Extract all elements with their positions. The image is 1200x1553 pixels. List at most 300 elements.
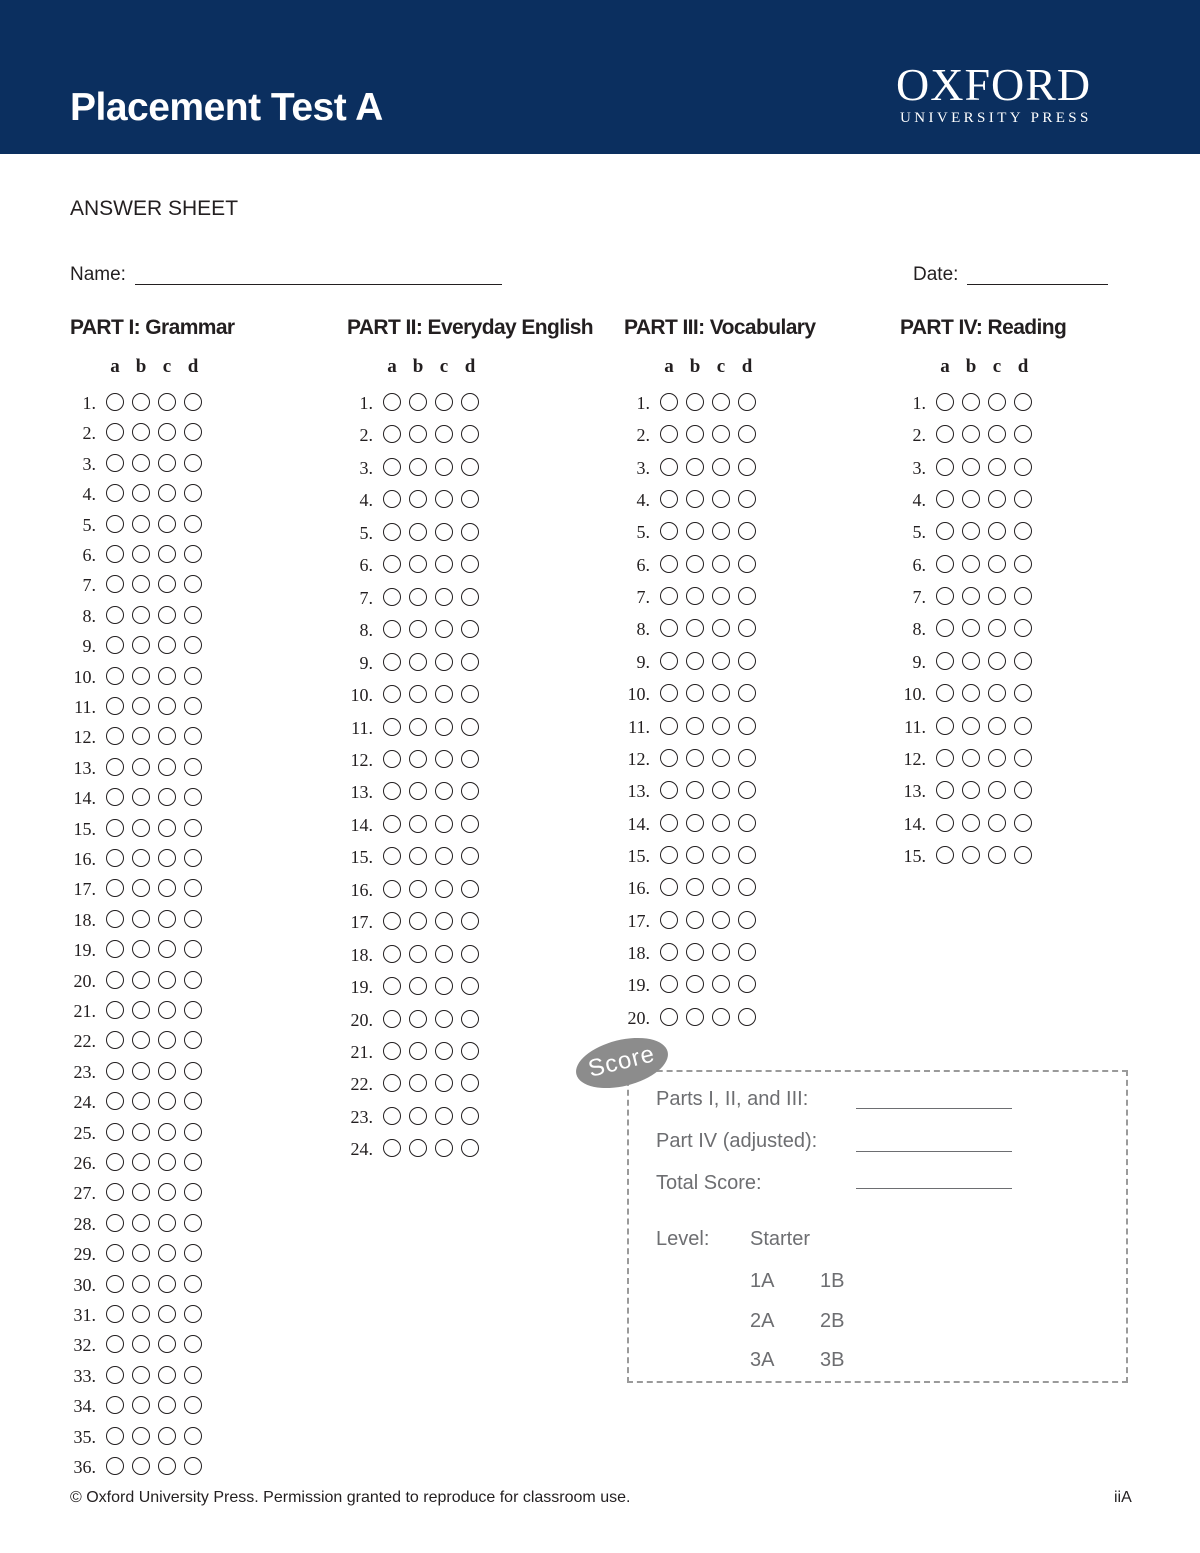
answer-bubble-b[interactable] — [132, 545, 150, 563]
answer-bubble-b[interactable] — [132, 1427, 150, 1445]
answer-bubble-a[interactable] — [106, 1153, 124, 1171]
answer-bubble-b[interactable] — [409, 653, 427, 671]
answer-bubble-c[interactable] — [988, 717, 1006, 735]
answer-bubble-c[interactable] — [435, 815, 453, 833]
answer-bubble-b[interactable] — [962, 490, 980, 508]
answer-bubble-c[interactable] — [988, 490, 1006, 508]
answer-bubble-d[interactable] — [738, 490, 756, 508]
answer-bubble-d[interactable] — [1014, 814, 1032, 832]
answer-bubble-a[interactable] — [660, 1008, 678, 1026]
answer-bubble-b[interactable] — [132, 1457, 150, 1475]
answer-bubble-a[interactable] — [660, 458, 678, 476]
answer-bubble-a[interactable] — [383, 718, 401, 736]
answer-bubble-b[interactable] — [962, 393, 980, 411]
answer-bubble-c[interactable] — [988, 555, 1006, 573]
answer-bubble-b[interactable] — [686, 943, 704, 961]
answer-bubble-d[interactable] — [184, 879, 202, 897]
answer-bubble-b[interactable] — [132, 788, 150, 806]
answer-bubble-d[interactable] — [461, 718, 479, 736]
answer-bubble-b[interactable] — [686, 587, 704, 605]
level-option[interactable]: 1A — [750, 1270, 775, 1292]
answer-bubble-b[interactable] — [686, 393, 704, 411]
answer-bubble-b[interactable] — [409, 588, 427, 606]
answer-bubble-d[interactable] — [461, 880, 479, 898]
answer-bubble-d[interactable] — [184, 1001, 202, 1019]
answer-bubble-c[interactable] — [435, 588, 453, 606]
answer-bubble-a[interactable] — [106, 1244, 124, 1262]
answer-bubble-c[interactable] — [435, 523, 453, 541]
answer-bubble-a[interactable] — [383, 490, 401, 508]
answer-bubble-b[interactable] — [132, 454, 150, 472]
answer-bubble-c[interactable] — [435, 555, 453, 573]
answer-bubble-c[interactable] — [712, 587, 730, 605]
answer-bubble-a[interactable] — [660, 943, 678, 961]
answer-bubble-b[interactable] — [962, 684, 980, 702]
answer-bubble-d[interactable] — [184, 940, 202, 958]
answer-bubble-c[interactable] — [988, 587, 1006, 605]
answer-bubble-a[interactable] — [106, 727, 124, 745]
answer-bubble-b[interactable] — [962, 619, 980, 637]
answer-bubble-b[interactable] — [132, 849, 150, 867]
answer-bubble-c[interactable] — [158, 1427, 176, 1445]
answer-bubble-c[interactable] — [988, 522, 1006, 540]
level-option[interactable]: Starter — [750, 1228, 811, 1250]
answer-bubble-d[interactable] — [184, 636, 202, 654]
answer-bubble-d[interactable] — [1014, 587, 1032, 605]
answer-bubble-d[interactable] — [1014, 425, 1032, 443]
answer-bubble-d[interactable] — [184, 1153, 202, 1171]
answer-bubble-c[interactable] — [712, 911, 730, 929]
answer-bubble-a[interactable] — [936, 652, 954, 670]
answer-bubble-d[interactable] — [738, 781, 756, 799]
answer-bubble-c[interactable] — [158, 940, 176, 958]
answer-bubble-c[interactable] — [158, 1366, 176, 1384]
answer-bubble-a[interactable] — [383, 620, 401, 638]
answer-bubble-c[interactable] — [158, 1062, 176, 1080]
answer-bubble-a[interactable] — [383, 1107, 401, 1125]
answer-bubble-b[interactable] — [409, 945, 427, 963]
answer-bubble-b[interactable] — [132, 484, 150, 502]
answer-bubble-c[interactable] — [712, 652, 730, 670]
answer-bubble-a[interactable] — [106, 1335, 124, 1353]
answer-bubble-a[interactable] — [106, 940, 124, 958]
answer-bubble-c[interactable] — [435, 1042, 453, 1060]
answer-bubble-b[interactable] — [686, 781, 704, 799]
answer-bubble-b[interactable] — [132, 697, 150, 715]
answer-bubble-d[interactable] — [738, 522, 756, 540]
answer-bubble-b[interactable] — [132, 1153, 150, 1171]
answer-bubble-d[interactable] — [184, 1183, 202, 1201]
answer-bubble-a[interactable] — [106, 1396, 124, 1414]
answer-bubble-b[interactable] — [686, 555, 704, 573]
answer-bubble-d[interactable] — [738, 975, 756, 993]
answer-bubble-b[interactable] — [962, 587, 980, 605]
answer-bubble-a[interactable] — [106, 758, 124, 776]
level-option[interactable]: 2A — [750, 1310, 775, 1332]
answer-bubble-d[interactable] — [1014, 458, 1032, 476]
answer-bubble-d[interactable] — [738, 814, 756, 832]
answer-bubble-a[interactable] — [660, 587, 678, 605]
answer-bubble-b[interactable] — [686, 619, 704, 637]
answer-bubble-d[interactable] — [1014, 684, 1032, 702]
answer-bubble-c[interactable] — [435, 847, 453, 865]
answer-bubble-b[interactable] — [409, 1107, 427, 1125]
answer-bubble-d[interactable] — [184, 1031, 202, 1049]
answer-bubble-a[interactable] — [936, 425, 954, 443]
answer-bubble-b[interactable] — [409, 880, 427, 898]
answer-bubble-a[interactable] — [106, 484, 124, 502]
answer-bubble-d[interactable] — [184, 575, 202, 593]
answer-bubble-d[interactable] — [461, 523, 479, 541]
answer-bubble-b[interactable] — [409, 977, 427, 995]
answer-bubble-c[interactable] — [158, 758, 176, 776]
answer-bubble-c[interactable] — [158, 1214, 176, 1232]
answer-bubble-a[interactable] — [936, 717, 954, 735]
answer-bubble-a[interactable] — [383, 847, 401, 865]
answer-bubble-b[interactable] — [686, 846, 704, 864]
answer-bubble-b[interactable] — [686, 684, 704, 702]
answer-bubble-a[interactable] — [660, 393, 678, 411]
answer-bubble-a[interactable] — [106, 423, 124, 441]
answer-bubble-a[interactable] — [106, 1275, 124, 1293]
answer-bubble-a[interactable] — [660, 749, 678, 767]
answer-bubble-a[interactable] — [936, 490, 954, 508]
answer-bubble-a[interactable] — [660, 975, 678, 993]
answer-bubble-a[interactable] — [936, 749, 954, 767]
answer-bubble-c[interactable] — [712, 717, 730, 735]
answer-bubble-d[interactable] — [461, 490, 479, 508]
answer-bubble-d[interactable] — [738, 717, 756, 735]
answer-bubble-c[interactable] — [988, 814, 1006, 832]
answer-bubble-b[interactable] — [132, 1396, 150, 1414]
answer-bubble-a[interactable] — [660, 814, 678, 832]
answer-bubble-c[interactable] — [158, 606, 176, 624]
answer-bubble-c[interactable] — [158, 484, 176, 502]
answer-bubble-d[interactable] — [1014, 393, 1032, 411]
answer-bubble-c[interactable] — [158, 393, 176, 411]
answer-bubble-c[interactable] — [435, 1074, 453, 1092]
answer-bubble-b[interactable] — [132, 879, 150, 897]
answer-bubble-c[interactable] — [435, 653, 453, 671]
answer-bubble-c[interactable] — [435, 977, 453, 995]
answer-bubble-a[interactable] — [106, 1305, 124, 1323]
answer-bubble-d[interactable] — [461, 425, 479, 443]
answer-bubble-b[interactable] — [962, 717, 980, 735]
level-option[interactable]: 1B — [820, 1270, 845, 1292]
answer-bubble-d[interactable] — [738, 425, 756, 443]
answer-bubble-d[interactable] — [184, 788, 202, 806]
answer-bubble-b[interactable] — [132, 1335, 150, 1353]
answer-bubble-d[interactable] — [461, 847, 479, 865]
answer-bubble-b[interactable] — [409, 458, 427, 476]
answer-bubble-b[interactable] — [409, 1074, 427, 1092]
answer-bubble-b[interactable] — [962, 781, 980, 799]
answer-bubble-b[interactable] — [132, 1123, 150, 1141]
answer-bubble-b[interactable] — [132, 819, 150, 837]
answer-bubble-c[interactable] — [435, 945, 453, 963]
answer-bubble-b[interactable] — [686, 814, 704, 832]
answer-bubble-b[interactable] — [686, 975, 704, 993]
answer-bubble-c[interactable] — [435, 1139, 453, 1157]
answer-bubble-c[interactable] — [158, 849, 176, 867]
answer-bubble-c[interactable] — [158, 1335, 176, 1353]
answer-bubble-c[interactable] — [435, 1010, 453, 1028]
answer-bubble-c[interactable] — [158, 667, 176, 685]
answer-bubble-a[interactable] — [106, 1183, 124, 1201]
answer-bubble-a[interactable] — [936, 458, 954, 476]
answer-bubble-a[interactable] — [660, 522, 678, 540]
answer-bubble-b[interactable] — [686, 878, 704, 896]
answer-bubble-c[interactable] — [988, 684, 1006, 702]
answer-bubble-b[interactable] — [132, 667, 150, 685]
answer-bubble-d[interactable] — [184, 1244, 202, 1262]
answer-bubble-a[interactable] — [106, 1001, 124, 1019]
answer-bubble-a[interactable] — [936, 684, 954, 702]
answer-bubble-a[interactable] — [383, 588, 401, 606]
answer-bubble-c[interactable] — [435, 685, 453, 703]
answer-bubble-d[interactable] — [1014, 522, 1032, 540]
answer-bubble-b[interactable] — [132, 1183, 150, 1201]
answer-bubble-b[interactable] — [409, 815, 427, 833]
answer-bubble-a[interactable] — [660, 781, 678, 799]
answer-bubble-d[interactable] — [184, 1062, 202, 1080]
answer-bubble-d[interactable] — [461, 1010, 479, 1028]
answer-bubble-d[interactable] — [184, 1092, 202, 1110]
answer-bubble-c[interactable] — [158, 1244, 176, 1262]
answer-bubble-a[interactable] — [106, 1366, 124, 1384]
answer-bubble-b[interactable] — [132, 971, 150, 989]
answer-bubble-c[interactable] — [158, 1183, 176, 1201]
answer-bubble-a[interactable] — [660, 717, 678, 735]
answer-bubble-c[interactable] — [158, 727, 176, 745]
answer-bubble-b[interactable] — [132, 758, 150, 776]
score-blank-line[interactable] — [856, 1151, 1012, 1152]
answer-bubble-b[interactable] — [409, 1010, 427, 1028]
answer-bubble-a[interactable] — [106, 910, 124, 928]
answer-bubble-d[interactable] — [184, 1335, 202, 1353]
answer-bubble-d[interactable] — [738, 555, 756, 573]
answer-bubble-a[interactable] — [660, 652, 678, 670]
answer-bubble-b[interactable] — [409, 523, 427, 541]
answer-bubble-c[interactable] — [988, 846, 1006, 864]
answer-bubble-c[interactable] — [712, 943, 730, 961]
answer-bubble-d[interactable] — [1014, 846, 1032, 864]
answer-bubble-b[interactable] — [132, 1275, 150, 1293]
answer-bubble-a[interactable] — [383, 1042, 401, 1060]
answer-bubble-a[interactable] — [106, 849, 124, 867]
answer-bubble-a[interactable] — [106, 393, 124, 411]
answer-bubble-d[interactable] — [461, 393, 479, 411]
answer-bubble-b[interactable] — [686, 749, 704, 767]
answer-bubble-a[interactable] — [936, 555, 954, 573]
answer-bubble-d[interactable] — [1014, 652, 1032, 670]
answer-bubble-a[interactable] — [106, 788, 124, 806]
answer-bubble-a[interactable] — [106, 575, 124, 593]
answer-bubble-d[interactable] — [1014, 490, 1032, 508]
answer-bubble-b[interactable] — [132, 423, 150, 441]
answer-bubble-c[interactable] — [158, 515, 176, 533]
answer-bubble-b[interactable] — [962, 425, 980, 443]
answer-bubble-b[interactable] — [962, 814, 980, 832]
answer-bubble-b[interactable] — [132, 606, 150, 624]
answer-bubble-a[interactable] — [106, 636, 124, 654]
answer-bubble-b[interactable] — [132, 515, 150, 533]
answer-bubble-a[interactable] — [383, 1139, 401, 1157]
answer-bubble-b[interactable] — [686, 911, 704, 929]
answer-bubble-d[interactable] — [184, 1214, 202, 1232]
answer-bubble-a[interactable] — [660, 490, 678, 508]
answer-bubble-d[interactable] — [184, 1457, 202, 1475]
answer-bubble-b[interactable] — [686, 425, 704, 443]
answer-bubble-d[interactable] — [184, 1275, 202, 1293]
answer-bubble-d[interactable] — [184, 606, 202, 624]
answer-bubble-d[interactable] — [461, 685, 479, 703]
answer-bubble-b[interactable] — [409, 1139, 427, 1157]
answer-bubble-b[interactable] — [409, 847, 427, 865]
answer-bubble-a[interactable] — [936, 846, 954, 864]
answer-bubble-c[interactable] — [712, 846, 730, 864]
answer-bubble-a[interactable] — [106, 606, 124, 624]
answer-bubble-d[interactable] — [738, 911, 756, 929]
answer-bubble-a[interactable] — [383, 653, 401, 671]
answer-bubble-d[interactable] — [461, 458, 479, 476]
answer-bubble-d[interactable] — [1014, 717, 1032, 735]
answer-bubble-d[interactable] — [738, 878, 756, 896]
level-option[interactable]: 3B — [820, 1349, 845, 1371]
answer-bubble-a[interactable] — [383, 815, 401, 833]
answer-bubble-d[interactable] — [461, 1042, 479, 1060]
answer-bubble-c[interactable] — [435, 782, 453, 800]
answer-bubble-d[interactable] — [738, 1008, 756, 1026]
answer-bubble-c[interactable] — [712, 425, 730, 443]
answer-bubble-b[interactable] — [132, 1366, 150, 1384]
answer-bubble-d[interactable] — [1014, 749, 1032, 767]
score-blank-line[interactable] — [856, 1188, 1012, 1189]
answer-bubble-a[interactable] — [106, 515, 124, 533]
answer-bubble-b[interactable] — [132, 1001, 150, 1019]
answer-bubble-c[interactable] — [158, 1275, 176, 1293]
date-field[interactable] — [967, 284, 1108, 285]
answer-bubble-c[interactable] — [712, 490, 730, 508]
answer-bubble-d[interactable] — [738, 684, 756, 702]
answer-bubble-a[interactable] — [383, 555, 401, 573]
answer-bubble-c[interactable] — [158, 788, 176, 806]
answer-bubble-a[interactable] — [106, 971, 124, 989]
answer-bubble-c[interactable] — [988, 393, 1006, 411]
answer-bubble-a[interactable] — [660, 619, 678, 637]
answer-bubble-c[interactable] — [158, 879, 176, 897]
answer-bubble-c[interactable] — [712, 814, 730, 832]
answer-bubble-b[interactable] — [409, 782, 427, 800]
answer-bubble-a[interactable] — [660, 555, 678, 573]
answer-bubble-c[interactable] — [988, 458, 1006, 476]
answer-bubble-c[interactable] — [158, 423, 176, 441]
answer-bubble-a[interactable] — [660, 846, 678, 864]
answer-bubble-c[interactable] — [158, 1001, 176, 1019]
answer-bubble-c[interactable] — [158, 1031, 176, 1049]
answer-bubble-c[interactable] — [712, 393, 730, 411]
answer-bubble-c[interactable] — [158, 1123, 176, 1141]
answer-bubble-a[interactable] — [660, 684, 678, 702]
answer-bubble-c[interactable] — [435, 718, 453, 736]
answer-bubble-d[interactable] — [461, 588, 479, 606]
answer-bubble-d[interactable] — [184, 697, 202, 715]
answer-bubble-c[interactable] — [712, 458, 730, 476]
answer-bubble-a[interactable] — [106, 545, 124, 563]
answer-bubble-d[interactable] — [738, 846, 756, 864]
answer-bubble-a[interactable] — [106, 879, 124, 897]
answer-bubble-c[interactable] — [712, 684, 730, 702]
answer-bubble-d[interactable] — [1014, 781, 1032, 799]
answer-bubble-b[interactable] — [132, 393, 150, 411]
answer-bubble-d[interactable] — [461, 782, 479, 800]
answer-bubble-a[interactable] — [936, 781, 954, 799]
answer-bubble-a[interactable] — [936, 393, 954, 411]
answer-bubble-a[interactable] — [106, 454, 124, 472]
answer-bubble-d[interactable] — [184, 1396, 202, 1414]
answer-bubble-d[interactable] — [184, 454, 202, 472]
answer-bubble-a[interactable] — [106, 697, 124, 715]
answer-bubble-d[interactable] — [738, 393, 756, 411]
answer-bubble-b[interactable] — [409, 912, 427, 930]
answer-bubble-b[interactable] — [962, 522, 980, 540]
answer-bubble-b[interactable] — [962, 458, 980, 476]
level-option[interactable]: 3A — [750, 1349, 775, 1371]
answer-bubble-a[interactable] — [936, 587, 954, 605]
answer-bubble-d[interactable] — [184, 545, 202, 563]
answer-bubble-c[interactable] — [158, 545, 176, 563]
answer-bubble-d[interactable] — [184, 1427, 202, 1445]
answer-bubble-c[interactable] — [158, 910, 176, 928]
answer-bubble-a[interactable] — [936, 522, 954, 540]
answer-bubble-d[interactable] — [738, 619, 756, 637]
answer-bubble-d[interactable] — [738, 587, 756, 605]
answer-bubble-b[interactable] — [409, 718, 427, 736]
answer-bubble-a[interactable] — [106, 1031, 124, 1049]
answer-bubble-b[interactable] — [132, 940, 150, 958]
level-option[interactable]: 2B — [820, 1310, 845, 1332]
answer-bubble-c[interactable] — [712, 781, 730, 799]
answer-bubble-b[interactable] — [132, 1214, 150, 1232]
answer-bubble-c[interactable] — [988, 781, 1006, 799]
answer-bubble-d[interactable] — [461, 750, 479, 768]
answer-bubble-b[interactable] — [409, 393, 427, 411]
answer-bubble-a[interactable] — [936, 619, 954, 637]
answer-bubble-d[interactable] — [184, 910, 202, 928]
answer-bubble-b[interactable] — [686, 458, 704, 476]
answer-bubble-b[interactable] — [686, 1008, 704, 1026]
answer-bubble-c[interactable] — [435, 750, 453, 768]
answer-bubble-b[interactable] — [132, 1062, 150, 1080]
answer-bubble-c[interactable] — [435, 912, 453, 930]
answer-bubble-a[interactable] — [383, 685, 401, 703]
answer-bubble-c[interactable] — [712, 619, 730, 637]
answer-bubble-c[interactable] — [712, 749, 730, 767]
answer-bubble-c[interactable] — [712, 555, 730, 573]
answer-bubble-b[interactable] — [686, 652, 704, 670]
answer-bubble-a[interactable] — [106, 667, 124, 685]
answer-bubble-a[interactable] — [106, 819, 124, 837]
answer-bubble-d[interactable] — [738, 749, 756, 767]
answer-bubble-a[interactable] — [383, 912, 401, 930]
answer-bubble-b[interactable] — [132, 1244, 150, 1262]
answer-bubble-d[interactable] — [184, 423, 202, 441]
answer-bubble-a[interactable] — [383, 880, 401, 898]
score-blank-line[interactable] — [856, 1108, 1012, 1109]
answer-bubble-c[interactable] — [435, 880, 453, 898]
answer-bubble-a[interactable] — [383, 523, 401, 541]
answer-bubble-a[interactable] — [383, 1074, 401, 1092]
